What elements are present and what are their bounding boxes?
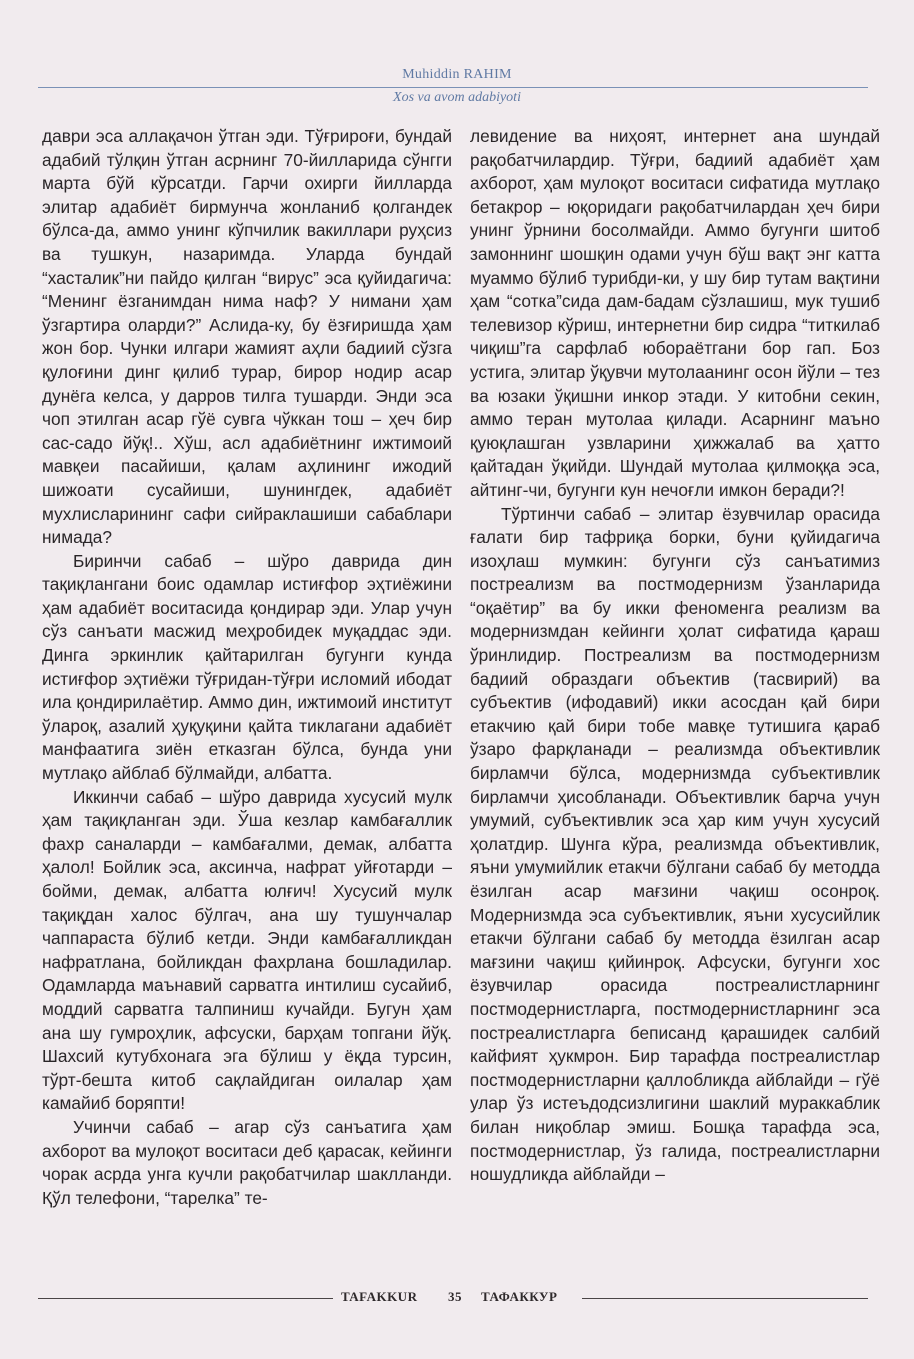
paragraph: Иккинчи сабаб – шўро даврида хусусий мулк ҳам тақиқланган эди. Ўша кезлар камбағаллик фахр саналарди – камбағалми, демак, албатта ҳалол! Бойлик эса, аксинча, нафрат уйғотарди – бойми, демак, албатта юлғич! Хусусий мулк тақиқдан халос бўлгач, ана шу тушунчалар чаппараста бўлиб кетди. Энди камбағалликдан нафратлана, бойликдан фахрлана бошладилар. Одамларда маънавий сарватга интилиш сусайиб, моддий сарватга талпиниш кучайди. Бугун ҳам ана шу гумроҳлик, афсуски, барҳам топгани йўқ. Шахсий кутубхонага эга бўлиш у ёқда турсин, тўрт-бешта китоб сақлайдиган оилалар ҳам камайиб боряпти! xyxy=(42,786,452,1114)
paragraph: Биринчи сабаб – шўро даврида дин тақиқлангани боис одамлар истиғфор эҳтиёжини ҳам адабиёт воситасида қондирар эди. Улар учун сўз санъати масжид меҳробидек муқаддас эди. Динга эркинлик қайтарилган бугунги кунда истиғфор эҳтиёжи тўғридан-тўғри исломий ибодат ила қондирилаётир. Аммо дин, ижтимоий институт ўлароқ, азалий ҳуқуқини қайта тиклагани адабиёт манфаатига зиён етказган бўлса, бунда уни мутлақо айблаб бўлмайди, албатта. xyxy=(42,550,452,784)
running-header xyxy=(0,64,914,114)
header-author: Muhiddin RAHIM xyxy=(402,67,512,82)
footer-magazine-latin: TAFAKKUR xyxy=(341,1289,418,1304)
paragraph: Учинчи сабаб – агар сўз санъатига ҳам ахборот ва мулоқот воситаси деб қарасак, кейинги чорак асрда унга кучли рақобатчилар шаклланди. Қўл телефони, “тарелка” те- xyxy=(42,1116,452,1208)
footer-divider-right xyxy=(582,1298,868,1299)
paragraph: левидение ва ниҳоят, интернет ана шундай рақобатчилардир. Тўғри, бадиий адабиёт ҳам ахборот, ҳам мулоқот воситаси сифатида мутлақо бетакрор – юқоридаги рақобатчилардан ҳеч бири унинг ўрнини босолмайди. Аммо бугунги шитоб замоннинг шошқин одами учун бўш вақт энг катта муаммо бўлиб турибди-ки, у шу бир тутам вақтини ҳам “сотка”сида дам-бадам сўзлашиш, мук тушиб телевизор кўриш, интернетни бир сидра “титкилаб чиқиш”га сарфлаб юбораётгани бор гап. Боз устига, элитар ўқувчи мутолаанинг осон йўли – тез ва юзаки ўқишни инкор этади. У китобни секин, аммо теран мутолаа қилади. Асарнинг маъно қуюқлашган узвларини ҳижжалаб ва ҳатто қайтадан ўқийди. Шундай мутолаа қилмоққа эса, айтинг-чи, бугунги кун нечоғли имкон беради?! xyxy=(470,126,880,500)
paragraph: даври эса аллақачон ўтган эди. Тўғрироғи, бундай адабий тўлқин ўтган асрнинг 70-йилларида сўнгги марта бўй кўрсатди. Гарчи охирги йилларда элитар адабиёт бирмунча жонланиб қолгандек бўлса-да, аммо унинг кўпчилик вакиллари руҳсиз ва тушкун, назаримда. Уларда бундай “хасталик”ни пайдо қилган “вирус” эса қуйидагича: “Менинг ёзганимдан нима наф? У нимани ҳам ўзгартира оларди?” Аслида-ку, бу ёзғиришда ҳам жон бор. Чунки илгари жамият аҳли бадиий сўзга қулоғини динг қилиб турар, бирор нодир асар дунёга келса, у дарров тилга тушарди. Энди эса чоп этилган асар гўё сувга чўккан тош – ҳеч бир сас-садо йўқ!.. Хўш, асл адабиётнинг ижтимоий мавқеи пасайиши, қалам аҳлининг ижодий шижоати сусайиши, шунингдек, адабиёт мухлисларининг сафи сийраклашиши сабаблари нимада? xyxy=(42,126,452,548)
header-subtitle: Xos va avom adabiyoti xyxy=(393,90,521,105)
page-footer xyxy=(38,1289,868,1309)
footer-magazine-cyrillic: ТАФАККУР xyxy=(481,1289,558,1304)
footer-divider-left xyxy=(38,1298,333,1299)
page-number: 35 xyxy=(448,1289,462,1304)
paragraph: Тўртинчи сабаб – элитар ёзувчилар орасида ғалати бир тафриқа борки, буни қуйидагича изоҳлаш мумкин: бугунги сўз санъатимиз постреализм ва постмодернизм ўзанларида “оқаётир” ва бу икки феноменга реализм ва модернизмдан кейинги ҳолат сифатида қараш ўринлидир. Постреализм ва постмодернизм бадиий образдаги объектив (тасвирий) ва субъектив (ифодавий) икки асосдан қай бири етакчию қай бири тобе мавқе тутишига қараб ўзаро фарқланади – реализмда объективлик бирламчи бўлса, модернизмда субъективлик бирламчи ҳисобланади. Объективлик барча учун умумий, субъективлик эса ҳар ким учун хусусий ҳолатдир. Шунга кўра, реализмда объективлик, яъни умумийлик етакчи бўлгани сабаб бу методда ёзилган асар мағзини чақиш осонроқ. Модернизмда эса субъективлик, яъни хусусийлик етакчи бўлгани сабаб бу методда ёзилган асар мағзини чақиш қийинроқ. Афсуски, бугунги хос ёзувчилар орасида постреалистларнинг постмодернистларга, постмодернистларнинг эса постреалистларга беписанд қарашидек салбий кайфият ҳукмрон. Бир тарафда постреалистлар постмодернистларни қаллобликда айблайди – гўё улар ўз истеъдодсизлигини шаклий мураккаблик билан ниқоблар эмиш. Бошқа тарафда эса, постмодернистлар, ўз галида, постреалистларни ношудликда айблайди – xyxy=(470,503,880,1185)
text-column-right xyxy=(470,125,880,1187)
header-divider xyxy=(38,87,868,88)
text-column-left xyxy=(42,125,452,1210)
